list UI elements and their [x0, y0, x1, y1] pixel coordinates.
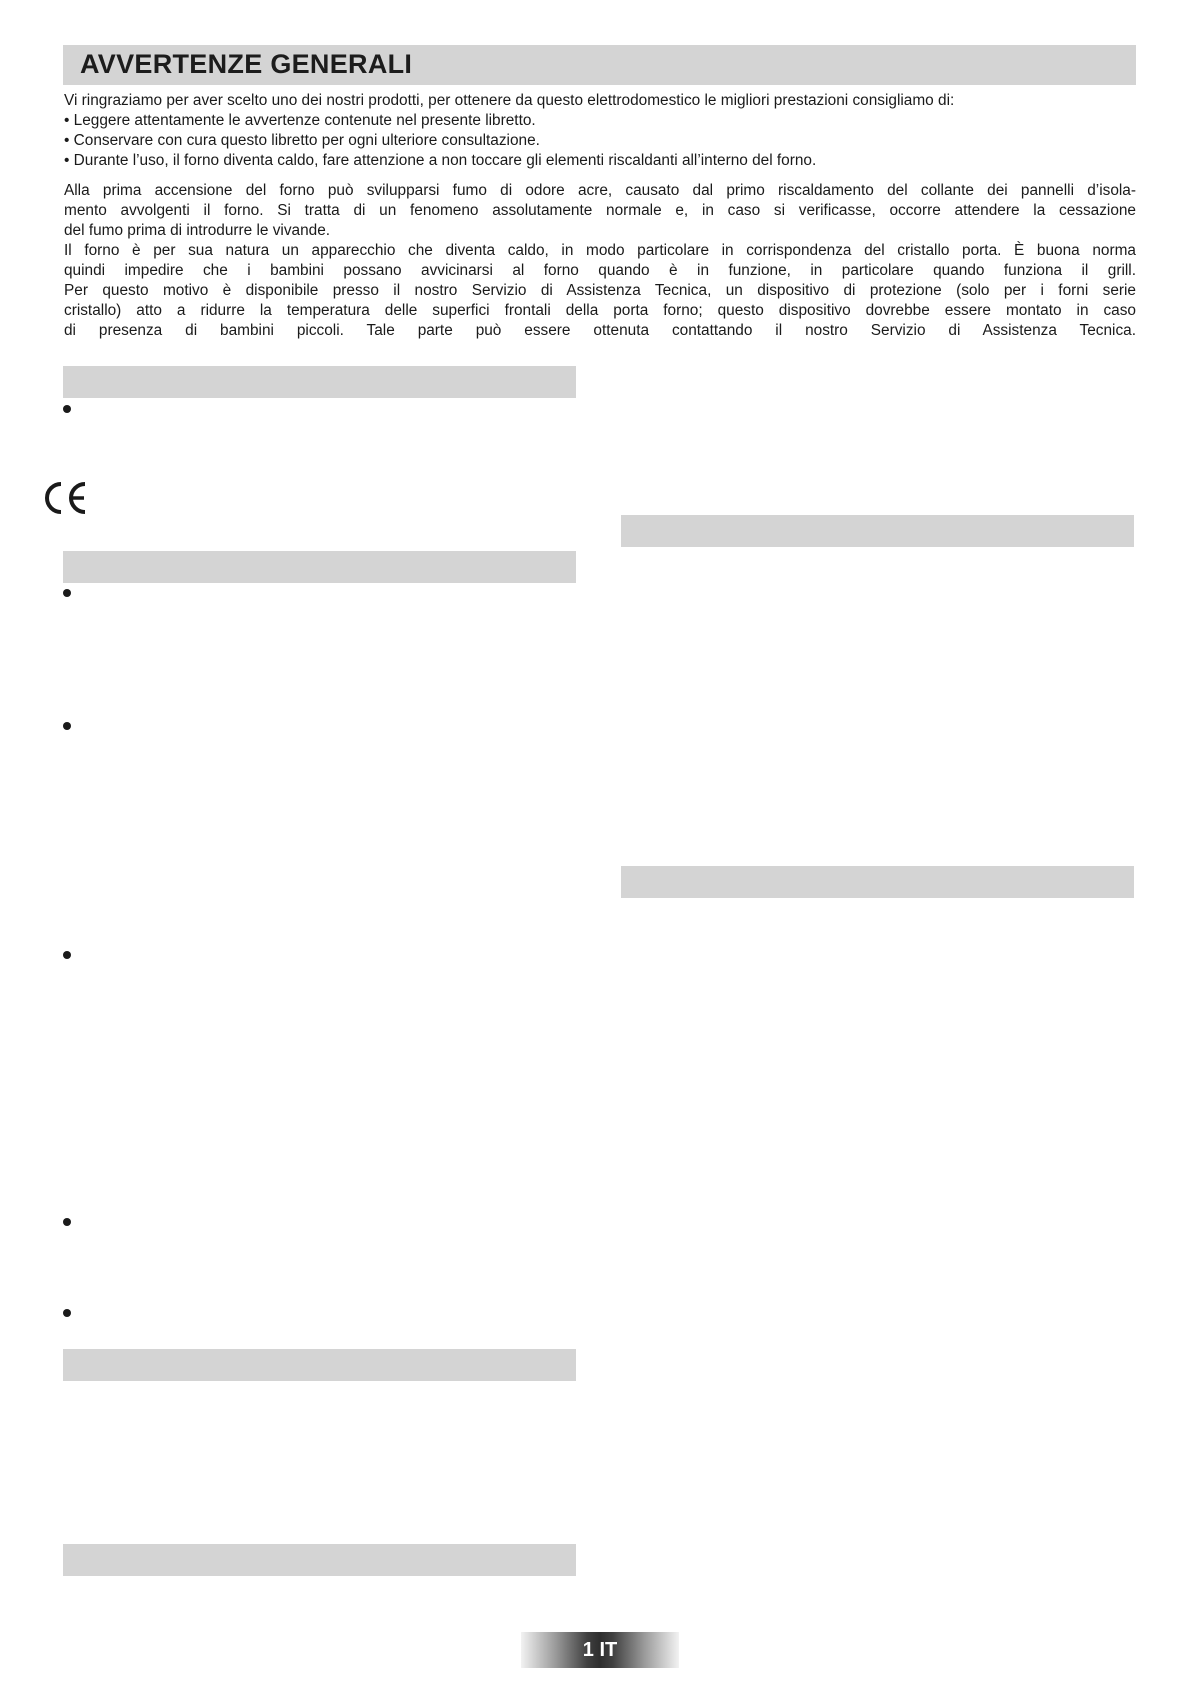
section-bar-left-1 [63, 366, 576, 398]
title-bar [63, 45, 1136, 85]
intro-bullet: • Durante l’uso, il forno diventa caldo, fare attenzione a non toccare gli elementi riscaldanti all’interno del forno. [64, 152, 817, 169]
bullet-dot [63, 1309, 71, 1317]
paragraph-line: cristallo) atto a ridurre la temperatura delle superfici frontali della porta forno; questo dispositivo dovrebbe essere montato in caso [64, 302, 1136, 319]
intro-bullet: • Conservare con cura questo libretto per ogni ulteriore consultazione. [64, 132, 540, 149]
page-number-tab [521, 1632, 679, 1668]
paragraph-line: di presenza di bambini piccoli. Tale parte può essere ottenuta contattando il nostro Servizio di Assistenza Tecnica. [64, 322, 1136, 339]
section-bar-right-1 [621, 515, 1134, 547]
intro-block [64, 91, 1136, 171]
intro-line: Vi ringraziamo per aver scelto uno dei nostri prodotti, per ottenere da questo elettrodomestico le migliori prestazioni consigliamo di: [64, 92, 955, 109]
section-bar-left-3 [63, 1349, 576, 1381]
section-bar-left-2 [63, 551, 576, 583]
paragraph-line: quindi impedire che i bambini possano avvicinarsi al forno quando è in funzione, in particolare quando funziona il grill. [64, 262, 1136, 279]
bullet-dot [63, 722, 71, 730]
paragraph-line: Il forno è per sua natura un apparecchio che diventa caldo, in modo particolare in corrispondenza del cristallo porta. È buona norma [64, 242, 1136, 259]
section-bar-left-4 [63, 1544, 576, 1576]
bullet-dot [63, 951, 71, 959]
page-number: 1 IT [582, 1639, 618, 1661]
bullet-dot [63, 1218, 71, 1226]
paragraph-line: del fumo prima di introdurre le vivande. [64, 222, 331, 239]
intro-bullet: • Leggere attentamente le avvertenze contenute nel presente libretto. [64, 112, 536, 129]
ce-mark-icon [44, 481, 88, 515]
bullet-dot [63, 405, 71, 413]
paragraph-line: Alla prima accensione del forno può svilupparsi fumo di odore acre, causato dal primo riscaldamento del collante dei pannelli d’isola- [64, 182, 1136, 199]
section-bar-right-2 [621, 866, 1134, 898]
paragraph-line: Per questo motivo è disponibile presso il nostro Servizio di Assistenza Tecnica, un dispositivo di protezione (solo per i forni serie [64, 282, 1136, 299]
bullet-dot [63, 589, 71, 597]
page-title: AVVERTENZE GENERALI [80, 49, 413, 79]
paragraph-first-use [64, 181, 1136, 341]
paragraph-line: mento avvolgenti il forno. Si tratta di un fenomeno assolutamente normale e, in caso si verificasse, occorre attendere la cessazione [64, 202, 1136, 219]
